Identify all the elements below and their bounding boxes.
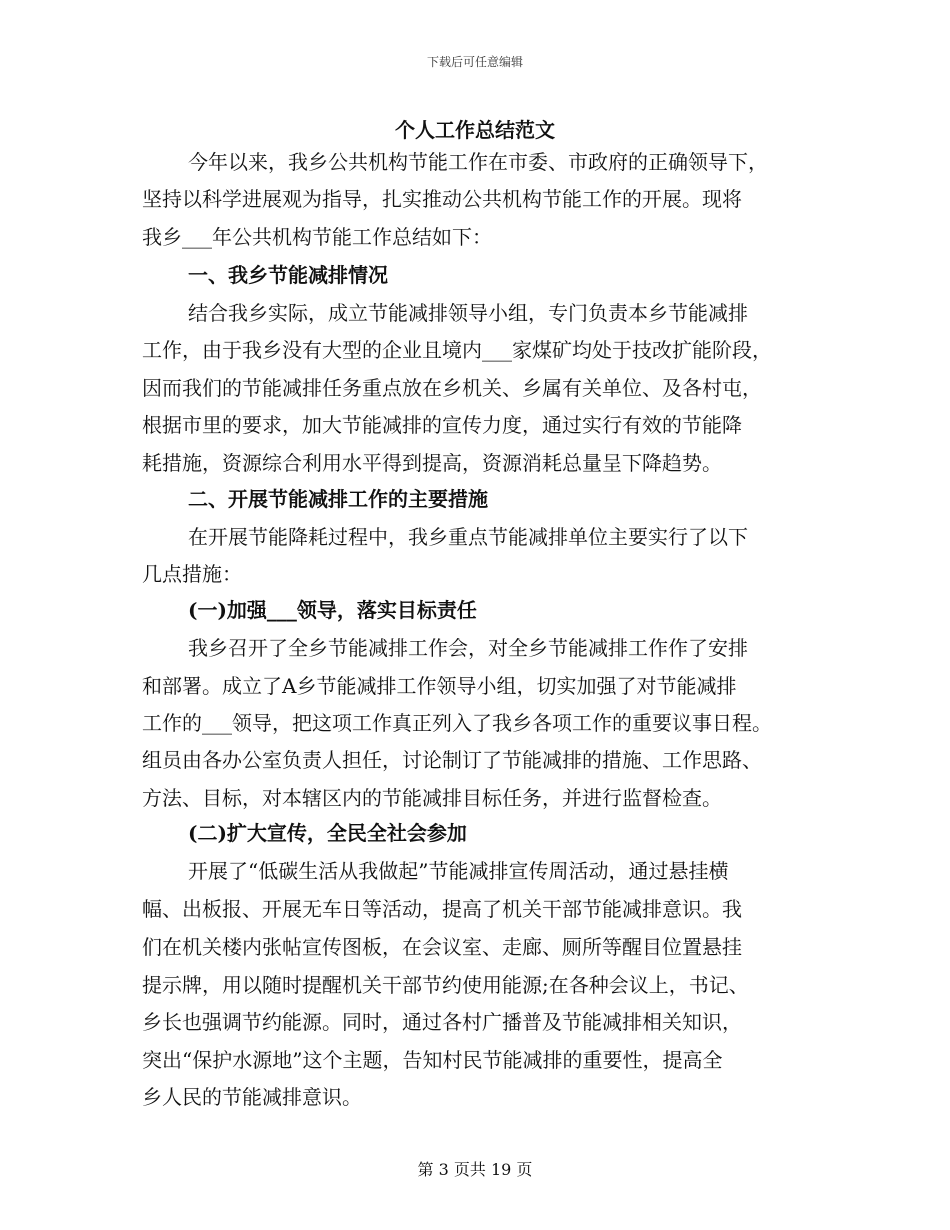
paragraph-line: 今年以来，我乡公共机构节能工作在市委、市政府的正确领导下， <box>188 150 768 174</box>
paragraph-line: 提示牌，用以随时提醒机关干部节约使用能源;在各种会议上，书记、 <box>142 973 749 997</box>
paragraph-line: 工作的___领导，把这项工作真正列入了我乡各项工作的重要议事日程。 <box>142 711 772 735</box>
paragraph-line: 几点措施： <box>142 562 242 586</box>
paragraph-line: 乡人民的节能减排意识。 <box>142 1085 362 1109</box>
paragraph-line: 根据市里的要求，加大节能减排的宣传力度，通过实行有效的节能降 <box>142 413 742 437</box>
document-title: 个人工作总结范文 <box>395 118 555 142</box>
paragraph-line: 我乡___年公共机构节能工作总结如下： <box>142 225 492 249</box>
paragraph-line: 幅、出板报、开展无车日等活动，提高了机关干部节能减排意识。我 <box>142 897 742 921</box>
header-note: 下载后可任意编辑 <box>426 55 523 69</box>
paragraph-line: 坚持以科学进展观为指导，扎实推动公共机构节能工作的开展。现将 <box>142 187 742 211</box>
paragraph-line: 组员由各办公室负责人担任，讨论制订了节能减排的措施、工作思路、 <box>142 748 762 772</box>
section-heading: 二、开展节能减排工作的主要措施 <box>188 487 488 511</box>
paragraph-line: 我乡召开了全乡节能减排工作会，对全乡节能减排工作作了安排 <box>188 636 748 660</box>
paragraph-line: 突出“保护水源地”这个主题，告知村民节能减排的重要性，提高全 <box>142 1048 723 1072</box>
paragraph-line: 因而我们的节能减排任务重点放在乡机关、乡属有关单位、及各村屯， <box>142 376 762 400</box>
subsection-heading: (一)加强___领导，落实目标责任 <box>188 598 477 622</box>
paragraph-line: 在开展节能降耗过程中，我乡重点节能减排单位主要实行了以下 <box>188 525 748 549</box>
paragraph-line: 耗措施，资源综合利用水平得到提高，资源消耗总量呈下降趋势。 <box>142 451 722 475</box>
subsection-heading: (二)扩大宣传，全民全社会参加 <box>188 821 467 845</box>
paragraph-line: 结合我乡实际，成立节能减排领导小组，专门负责本乡节能减排 <box>188 301 748 325</box>
paragraph-line: 乡长也强调节约能源。同时，通过各村广播普及节能减排相关知识， <box>142 1010 742 1034</box>
paragraph-line: 们在机关楼内张帖宣传图板，在会议室、走廊、厕所等醒目位置悬挂 <box>142 935 742 959</box>
paragraph-line: 工作，由于我乡没有大型的企业且境内___家煤矿均处于技改扩能阶段， <box>142 338 772 362</box>
paragraph-line: 开展了“低碳生活从我做起”节能减排宣传周活动，通过悬挂横 <box>188 859 729 883</box>
page-number: 第 3 页共 19 页 <box>417 1160 533 1179</box>
section-heading: 一、我乡节能减排情况 <box>188 263 388 287</box>
paragraph-line: 方法、目标，对本辖区内的节能减排目标任务，并进行监督检查。 <box>142 786 722 810</box>
paragraph-line: 和部署。成立了A乡节能减排工作领导小组，切实加强了对节能减排 <box>142 674 737 698</box>
